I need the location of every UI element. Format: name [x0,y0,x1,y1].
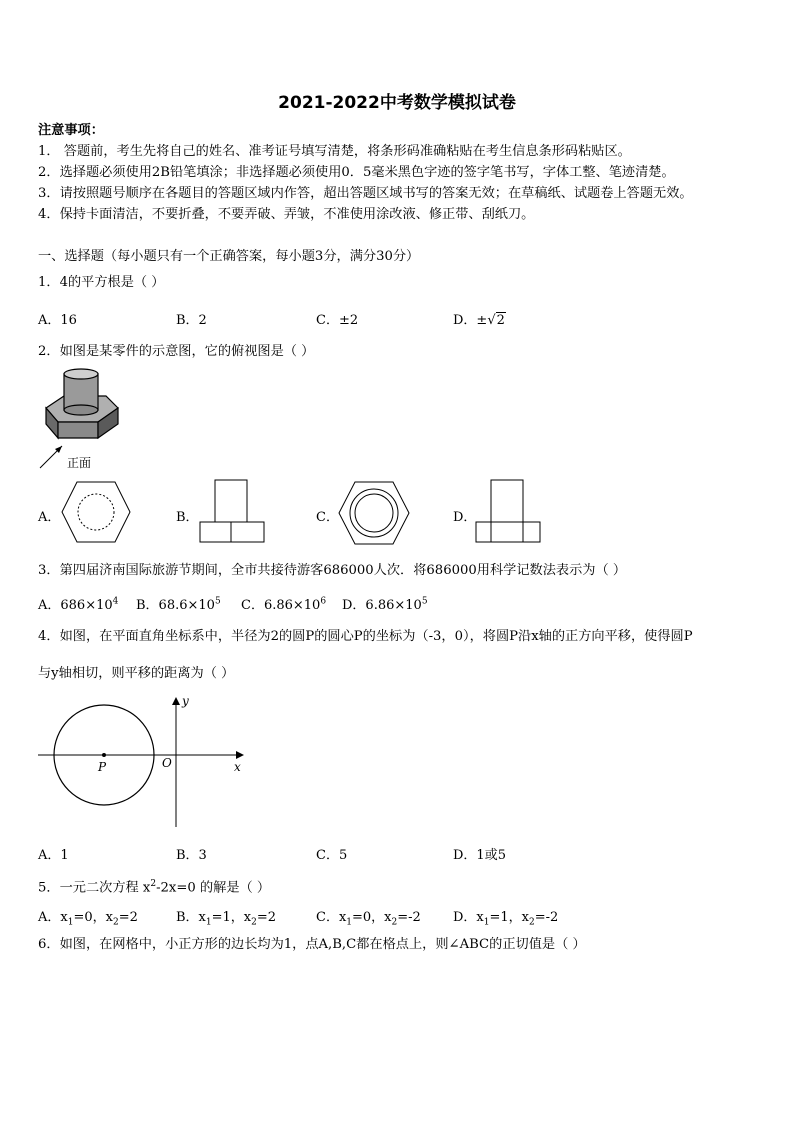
q4-option-d: D．1或5 [453,848,506,863]
q5-c-sub2: 2 [391,917,398,928]
q5-a-part: =0，x [73,910,113,925]
q5-stem-a: 5．一元二次方程 x [38,880,151,896]
q5-option-b [176,906,276,928]
q3-a-exp: 4 [112,596,119,607]
q5-c-part: =0，x [352,910,392,925]
q2-option-d-figure [474,478,542,544]
q1-option-c: C．±2 [316,313,359,328]
q4-option-b: B．3 [176,848,207,863]
q1-option-d-prefix: D．± [453,313,488,328]
q3-stem: 3．第四届济南国际旅游节期间，全市共接待游客686000人次．将686000用科学记数法表示为（ ） [38,563,627,578]
q4-option-c: C．5 [316,848,348,863]
q4-stem-line2: 与y轴相切，则平移的距离为（ ） [38,666,235,681]
q5-a-sub2: 2 [112,917,119,928]
q5-d-part: =-2 [534,910,559,925]
q3-b-exp: 5 [214,596,221,607]
y-axis-label: y [182,694,189,708]
q2-option-a-figure [60,480,132,544]
q5-c-part: =-2 [397,910,421,925]
note-item-4: 4．保持卡面清洁，不要折叠，不要弄破、弄皱，不准使用涂改液、修正带、刮纸刀。 [38,207,535,222]
q5-stem [38,875,270,897]
q3-option-c [241,594,326,613]
point-p-label: P [98,760,107,774]
q5-option-c [316,906,421,928]
q4-coordinate-figure [36,693,248,829]
q1-option-a: A．16 [38,313,77,328]
q5-option-d [453,906,558,928]
x-axis-label: x [234,760,241,774]
q4-stem-line1: 4．如图，在平面直角坐标系中，半径为2的圆P的圆心P的坐标为（-3，0），将圆P沿x轴的正方向平移，使得圆P [38,629,693,644]
q2-option-c-label: C． [316,510,339,525]
q2-option-b-figure [198,478,266,544]
notes-heading: 注意事项： [38,123,104,138]
q3-d-base: D．6.86×10 [342,598,422,613]
note-item-2: 2．选择题必须使用2B铅笔填涂；非选择题必须使用0．5毫米黑色字迹的签字笔书写，字体工整、笔迹清楚。 [38,165,675,180]
q5-option-a [38,906,138,928]
q2-option-c-figure [337,480,411,546]
q2-option-d-label: D． [453,510,477,525]
page-title: 2021-2022中考数学模拟试卷 [278,93,516,113]
q5-b-sub2: 2 [251,917,257,928]
q3-option-d [342,594,428,613]
q3-b-base: B．68.6×10 [136,598,215,613]
q5-a-part: =2 [118,910,138,925]
q5-c-part: C．x [316,910,347,925]
q2-stem: 2．如图是某零件的示意图，它的俯视图是（ ） [38,344,315,359]
q5-d-part: =1，x [489,910,529,925]
q5-d-part: D．x [453,910,484,925]
q5-d-sub1: 1 [483,917,490,928]
q5-stem-sup: 2 [150,879,157,889]
q1-option-d-radicand: 2 [496,313,505,328]
q3-option-b [136,594,221,613]
q5-b-sub1: 1 [205,917,212,928]
q3-a-base: A．686×10 [38,598,113,613]
q1-stem: 1．4的平方根是（ ） [38,275,165,290]
q3-c-base: C．6.86×10 [241,598,321,613]
q5-a-sub1: 1 [67,917,74,928]
q6-stem: 6．如图，在网格中，小正方形的边长均为1，点A,B,C都在格点上，则∠ABC的正切值是（ ） [38,937,586,952]
q5-b-part: =2 [256,910,277,925]
q5-d-sub2: 2 [529,917,535,928]
q5-a-part: A．x [38,910,68,925]
sqrt-symbol: √2 [487,313,505,328]
q3-c-exp: 6 [320,596,327,607]
section-heading: 一、选择题（每小题只有一个正确答案，每小题3分，满分30分） [38,249,420,264]
origin-label: O [162,756,172,770]
q2-option-a-label: A． [38,510,61,525]
q2-option-b-label: B． [176,510,199,525]
note-item-1: 1． 答题前，考生先将自己的姓名、准考证号填写清楚，将条形码准确粘贴在考生信息条形码粘贴区。 [38,144,631,159]
q1-option-b: B．2 [176,313,207,328]
front-label: 正面 [67,456,92,470]
q5-stem-b: -2x=0 的解是（ ） [156,880,271,896]
note-item-3: 3．请按照题号顺序在各题目的答题区域内作答，超出答题区域书写的答案无效；在草稿纸、试题卷上答题无效。 [38,186,693,201]
q5-b-part: =1，x [211,910,252,925]
q3-d-exp: 5 [421,596,428,607]
q3-option-a [38,594,118,613]
q5-b-part: B．x [176,910,206,925]
q4-option-a: A．1 [38,848,69,863]
q5-c-sub1: 1 [346,917,353,928]
q1-option-d [453,309,506,328]
